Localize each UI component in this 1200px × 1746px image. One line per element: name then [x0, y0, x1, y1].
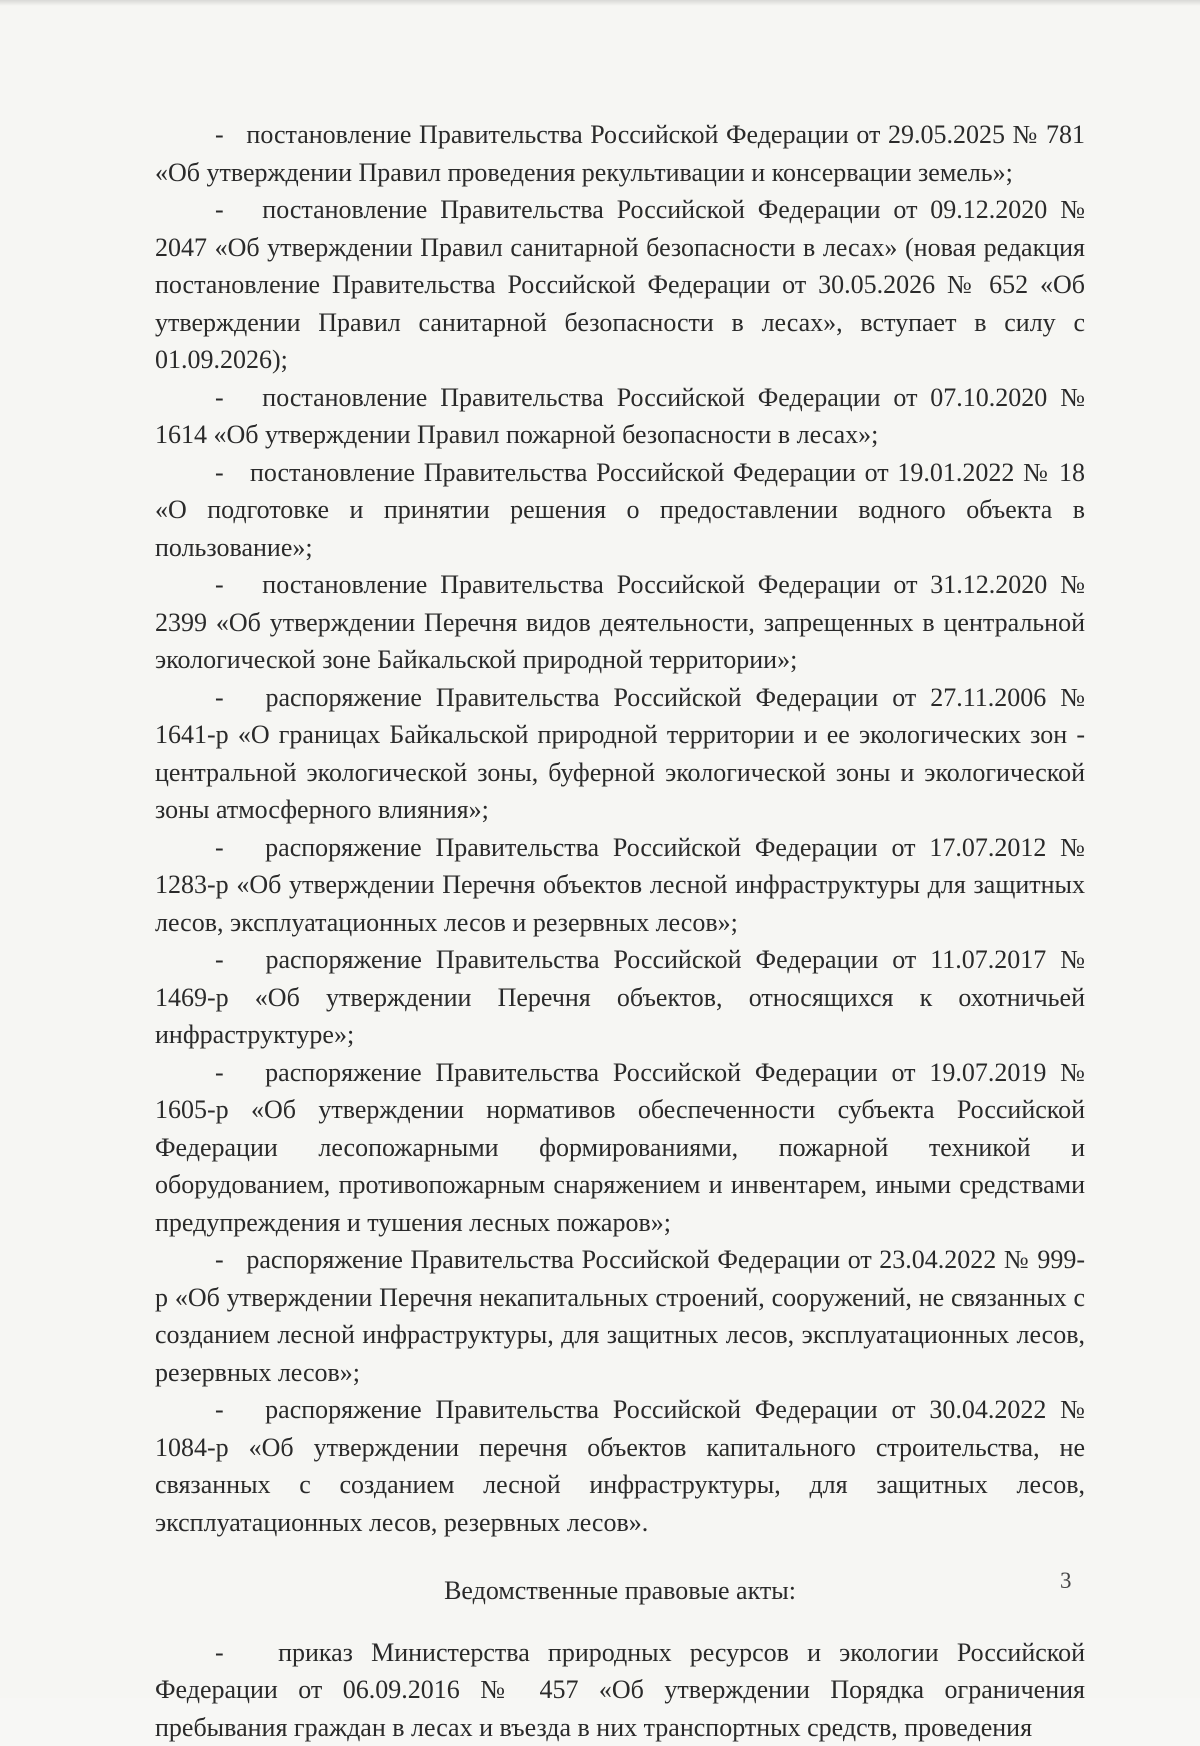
list-item-11: - распоряжение Правительства Российской Федерации от 30.04.2022 № 1084-р «Об утверждении перечня объектов капитального строительства, не связанных с созданием лесной инфраструктуры, для защитных лесов, эксплуатационных лесов, резервных лесов».: [155, 1391, 1085, 1541]
list-item-2: - постановление Правительства Российской Федерации от 09.12.2020 № 2047 «Об утверждении Правил санитарной безопасности в лесах» (новая редакция постановление Правительства Российской Федерации от 30.05.2026 № 652 «Об утверждении Правил санитарной безопасности в лесах», вступает в силу с 01.09.2026);: [155, 191, 1085, 379]
section-heading: Ведомственные правовые акты:: [155, 1572, 1085, 1610]
page-number: 3: [1060, 1568, 1072, 1594]
list-item-1: - постановление Правительства Российской Федерации от 29.05.2025 № 781 «Об утверждении Правил проведения рекультивации и консервации земель»;: [155, 116, 1085, 191]
section-list-item-1: - приказ Министерства природных ресурсов и экологии Российской Федерации от 06.09.2016 № 457 «Об утверждении Порядка ограничения пребывания граждан в лесах и въезда в них транспортных средств, проведения: [155, 1634, 1085, 1746]
list-item-10: - распоряжение Правительства Российской Федерации от 23.04.2022 № 999-р «Об утверждении Перечня некапитальных строений, сооружений, не связанных с созданием лесной инфраструктуры, для защитных лесов, эксплуатационных лесов, резервных лесов»;: [155, 1241, 1085, 1391]
document-body: [155, 116, 1085, 1746]
list-item-3: - постановление Правительства Российской Федерации от 07.10.2020 № 1614 «Об утверждении Правил пожарной безопасности в лесах»;: [155, 379, 1085, 454]
list-item-9: - распоряжение Правительства Российской Федерации от 19.07.2019 № 1605-р «Об утверждении нормативов обеспеченности субъекта Российской Федерации лесопожарными формированиями, пожарной техникой и оборудованием, противопожарным снаряжением и инвентарем, иными средствами предупреждения и тушения лесных пожаров»;: [155, 1054, 1085, 1242]
scan-top-edge: [0, 0, 1200, 6]
list-item-4: - постановление Правительства Российской Федерации от 19.01.2022 № 18 «О подготовке и принятии решения о предоставлении водного объекта в пользование»;: [155, 454, 1085, 567]
list-item-6: - распоряжение Правительства Российской Федерации от 27.11.2006 № 1641-р «О границах Байкальской природной территории и ее экологических зон - центральной экологической зоны, буферной экологической зоны и экологической зоны атмосферного влияния»;: [155, 679, 1085, 829]
list-item-5: - постановление Правительства Российской Федерации от 31.12.2020 № 2399 «Об утверждении Перечня видов деятельности, запрещенных в центральной экологической зоне Байкальской природной территории»;: [155, 566, 1085, 679]
list-item-7: - распоряжение Правительства Российской Федерации от 17.07.2012 № 1283-р «Об утверждении Перечня объектов лесной инфраструктуры для защитных лесов, эксплуатационных лесов и резервных лесов»;: [155, 829, 1085, 942]
list-item-8: - распоряжение Правительства Российской Федерации от 11.07.2017 № 1469-р «Об утверждении Перечня объектов, относящихся к охотничьей инфраструктуре»;: [155, 941, 1085, 1054]
